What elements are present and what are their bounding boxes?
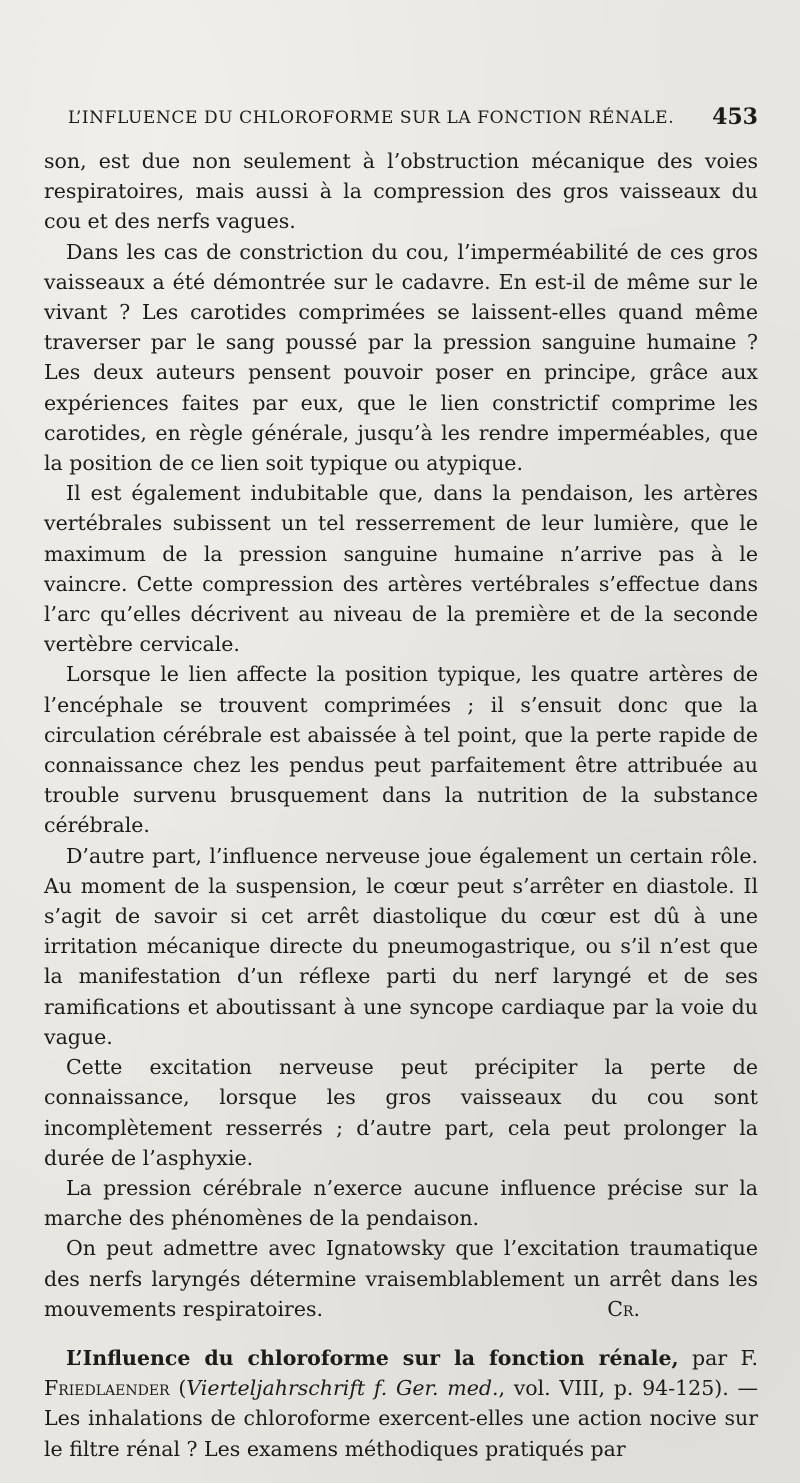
paragraph-nervous-excitation: Cette excitation nerveuse peut précipiter la perte de connaissance, lorsque les gros vaisseaux du cou sont incomplètement resserrés ; d’autre part, cela peut prolonger la durée de l’asphyxie. bbox=[44, 1055, 758, 1170]
paragraph-cerebral-pressure: La pression cérébrale n’exerce aucune influence précise sur la marche des phénomènes de la pendaison. bbox=[44, 1175, 758, 1231]
next-article bbox=[44, 1343, 758, 1464]
author-signature: Cr. bbox=[607, 1296, 640, 1321]
running-head bbox=[68, 104, 758, 134]
article-by: par bbox=[678, 1345, 741, 1370]
article-text: — Les inhalations de chloroforme exercent-elles une action nocive sur le filtre rénal ? Les examens méthodiques pratiqués par bbox=[44, 1376, 758, 1461]
running-title: L’INFLUENCE DU CHLOROFORME SUR LA FONCTION RÉNALE. bbox=[68, 108, 675, 128]
paragraph-conclusion bbox=[44, 1233, 758, 1324]
body-text bbox=[44, 146, 758, 1464]
paragraph-carotids: Dans les cas de constriction du cou, l’imperméabilité de ces gros vaisseaux a été démontrée sur le cadavre. En est-il de même sur le vivant ? Les carotides comprimées se laissent-elles quand même traverser par le sang poussé par la pression sanguine humaine ? Les deux auteurs pensent pouvoir poser en principe, grâce aux expériences faites par eux, que le lien constrictif comprime les carotides, en règle générale, jusqu’à les rendre imperméables, que la position de ce lien soit typique ou atypique. bbox=[44, 239, 758, 476]
paragraph-cerebral-circulation: Lorsque le lien affecte la position typique, les quatre artères de l’encéphale se trouvent comprimées ; il s’ensuit donc que la circulation cérébrale est abaissée à tel point, que la perte rapide de connaissance chez les pendus peut parfaitement être attribuée au trouble survenu brusquement dans la nutrition de la substance cérébrale. bbox=[44, 662, 758, 838]
article-citation: , vol. VIII, p. 94-125). bbox=[498, 1376, 729, 1401]
conclusion-text: On peut admettre avec Ignatowsky que l’excitation traumatique des nerfs laryngés détermine vraisemblablement un arrêt dans les mouvements respiratoires. bbox=[44, 1236, 758, 1321]
article-author: F. Friedlaender bbox=[44, 1345, 758, 1401]
article-open-paren: ( bbox=[169, 1376, 187, 1401]
paragraph-continuation: son, est due non seulement à l’obstruction mécanique des voies respiratoires, mais aussi à la compression des gros vaisseaux du cou et des nerfs vagues. bbox=[44, 149, 758, 234]
article-journal: Vierteljahrschrift f. Ger. med. bbox=[186, 1376, 499, 1401]
page-number: 453 bbox=[712, 104, 758, 130]
paragraph-vertebral-arteries: Il est également indubitable que, dans la pendaison, les artères vertébrales subissent un tel resserrement de leur lumière, que le maximum de la pression sanguine humaine n’arrive pas à le vaincre. Cette compression des artères vertébrales s’effectue dans l’arc qu’elles décrivent au niveau de la première et de la seconde vertèbre cervicale. bbox=[44, 481, 758, 657]
article-title: L’Influence du chloroforme sur la fonction rénale, bbox=[66, 1345, 679, 1370]
paragraph-nervous-influence: D’autre part, l’influence nerveuse joue également un certain rôle. Au moment de la suspension, le cœur peut s’arrêter en diastole. Il s’agit de savoir si cet arrêt diastolique du cœur est dû à une irritation mécanique directe du pneumogastrique, ou s’il n’est que la manifestation d’un réflexe parti du nerf laryngé et de ses ramifications et aboutissant à une syncope cardiaque par la voie du vague. bbox=[44, 843, 758, 1049]
